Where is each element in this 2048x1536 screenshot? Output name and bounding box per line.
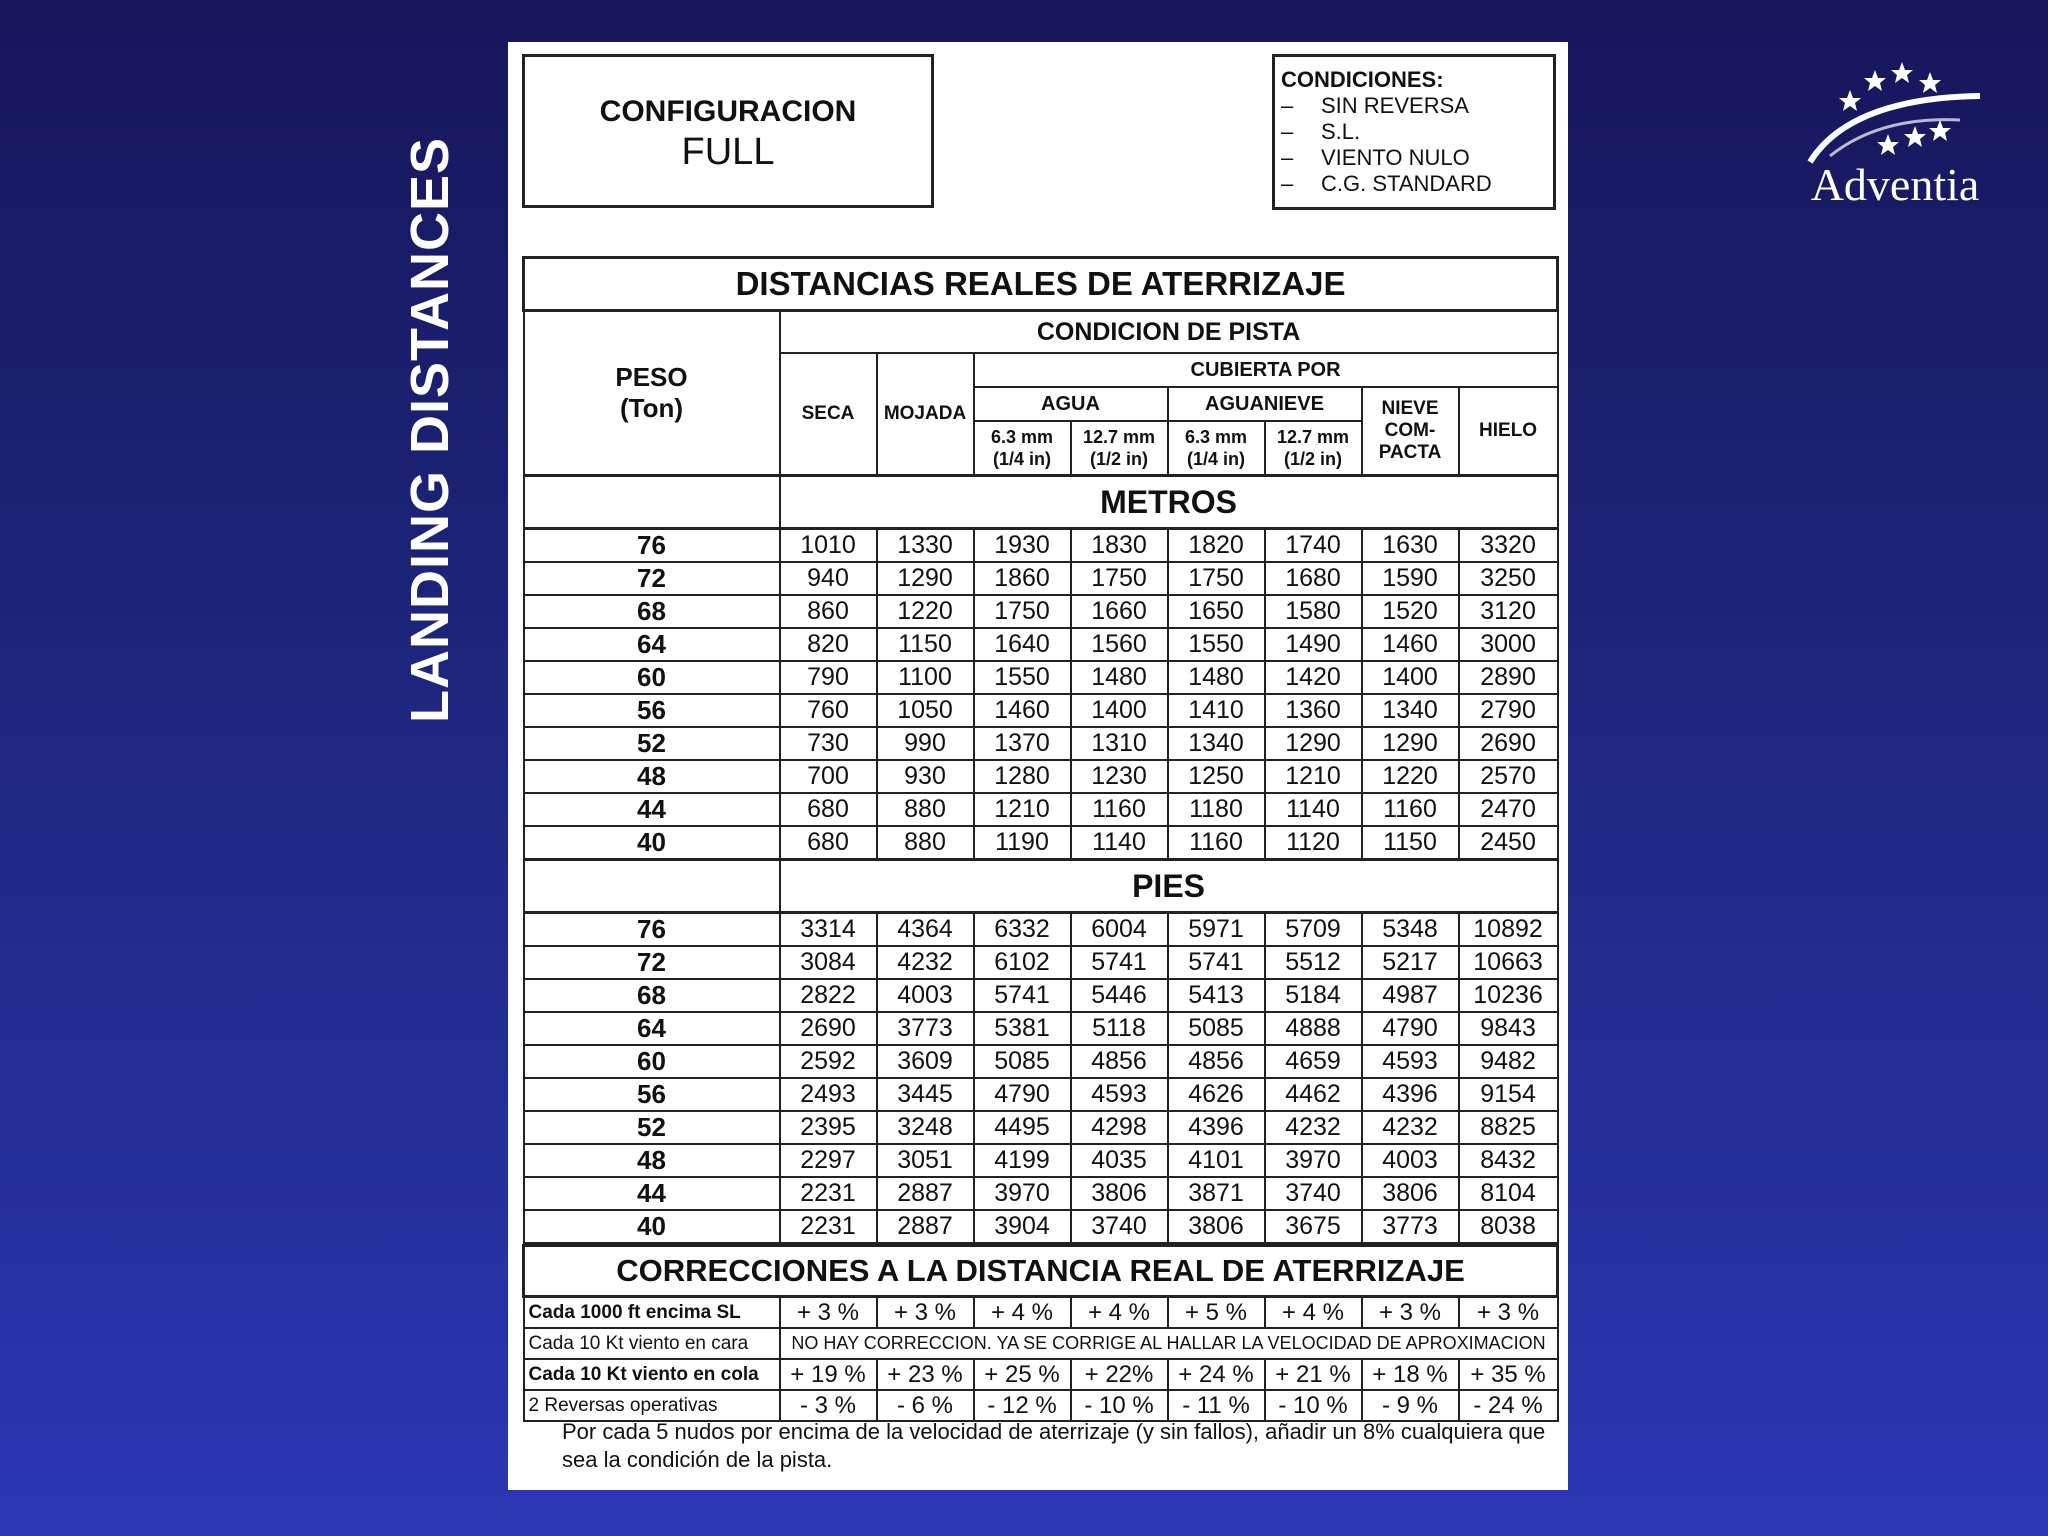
correction-label: Cada 1000 ft encima SL — [524, 1297, 780, 1329]
distance-cell: 1190 — [974, 826, 1071, 860]
correction-value: - 11 % — [1168, 1390, 1265, 1421]
weight-cell: 56 — [524, 694, 780, 727]
weight-cell: 52 — [524, 1111, 780, 1144]
distance-cell: 5381 — [974, 1012, 1071, 1045]
unit-spacer — [524, 860, 780, 913]
distance-cell: 3970 — [974, 1177, 1071, 1210]
distance-cell: 4659 — [1265, 1045, 1362, 1078]
distance-cell: 1750 — [1071, 562, 1168, 595]
logo-text: Adventia — [1810, 159, 1980, 210]
correction-value: + 19 % — [780, 1359, 877, 1390]
distance-cell: 1550 — [974, 661, 1071, 694]
distance-cell: 1520 — [1362, 595, 1459, 628]
distance-cell: 2450 — [1459, 826, 1558, 860]
correction-value: + 4 % — [974, 1297, 1071, 1329]
distance-cell: 1550 — [1168, 628, 1265, 661]
distance-cell: 1750 — [974, 595, 1071, 628]
distance-cell: 1400 — [1362, 661, 1459, 694]
distance-cell: 1310 — [1071, 727, 1168, 760]
weight-cell: 76 — [524, 529, 780, 563]
distance-cell: 4593 — [1071, 1078, 1168, 1111]
weight-cell: 68 — [524, 979, 780, 1012]
correction-value: - 12 % — [974, 1390, 1071, 1421]
correction-value: - 3 % — [780, 1390, 877, 1421]
distance-cell: 4790 — [1362, 1012, 1459, 1045]
distance-cell: 4003 — [1362, 1144, 1459, 1177]
distance-cell: 1460 — [974, 694, 1071, 727]
covered-by-header: CUBIERTA POR — [974, 353, 1558, 387]
correction-value: + 21 % — [1265, 1359, 1362, 1390]
distance-cell: 2690 — [780, 1012, 877, 1045]
distance-cell: 5446 — [1071, 979, 1168, 1012]
distance-cell: 1660 — [1071, 595, 1168, 628]
distance-cell: 8825 — [1459, 1111, 1558, 1144]
table-row — [524, 661, 1558, 694]
distance-cell: 4298 — [1071, 1111, 1168, 1144]
distance-cell: 4593 — [1362, 1045, 1459, 1078]
distance-cell: 5971 — [1168, 913, 1265, 947]
correction-value: + 3 % — [1362, 1297, 1459, 1329]
distance-cell: 790 — [780, 661, 877, 694]
distance-cell: 1210 — [1265, 760, 1362, 793]
distance-cell: 2890 — [1459, 661, 1558, 694]
distance-cell: 730 — [780, 727, 877, 760]
distance-cell: 3120 — [1459, 595, 1558, 628]
distance-cell: 990 — [877, 727, 974, 760]
correction-value: - 9 % — [1362, 1390, 1459, 1421]
correction-value: + 5 % — [1168, 1297, 1265, 1329]
distance-cell: 3051 — [877, 1144, 974, 1177]
distance-cell: 1820 — [1168, 529, 1265, 563]
correction-row — [524, 1390, 1558, 1421]
distance-cell: 1680 — [1265, 562, 1362, 595]
correction-label: 2 Reversas operativas — [524, 1390, 780, 1421]
distance-cell: 6332 — [974, 913, 1071, 947]
distance-cell: 1010 — [780, 529, 877, 563]
distance-cell: 1150 — [1362, 826, 1459, 860]
correction-value: + 3 % — [877, 1297, 974, 1329]
table-row — [524, 760, 1558, 793]
distance-cell: 2231 — [780, 1177, 877, 1210]
distance-cell: 3248 — [877, 1111, 974, 1144]
distance-cell: 1150 — [877, 628, 974, 661]
distance-cell: 9154 — [1459, 1078, 1558, 1111]
table-row — [524, 913, 1558, 947]
distance-cell: 1290 — [1265, 727, 1362, 760]
distance-cell: 1480 — [1168, 661, 1265, 694]
configuration-value: FULL — [681, 131, 775, 173]
table-title: DISTANCIAS REALES DE ATERRIZAJE — [524, 258, 1558, 311]
corrections-table — [522, 1244, 1559, 1422]
distance-cell: 1480 — [1071, 661, 1168, 694]
depth-header: 6.3 mm (1/4 in) — [1168, 421, 1265, 476]
correction-value: + 25 % — [974, 1359, 1071, 1390]
distance-cell: 5741 — [1168, 946, 1265, 979]
distance-cell: 3773 — [1362, 1210, 1459, 1243]
distance-cell: 760 — [780, 694, 877, 727]
weight-cell: 40 — [524, 826, 780, 860]
condition-item: – S.L. — [1281, 119, 1361, 144]
correction-value: + 24 % — [1168, 1359, 1265, 1390]
distance-cell: 4856 — [1168, 1045, 1265, 1078]
distance-cell: 1160 — [1362, 793, 1459, 826]
distance-cell: 10663 — [1459, 946, 1558, 979]
distance-cell: 3871 — [1168, 1177, 1265, 1210]
distance-cell: 5512 — [1265, 946, 1362, 979]
distance-cell: 1410 — [1168, 694, 1265, 727]
distance-cell: 1630 — [1362, 529, 1459, 563]
distance-cell: 2592 — [780, 1045, 877, 1078]
footnote: Por cada 5 nudos por encima de la velocidad de aterrizaje (y sin fallos), añadir un 8% cualquiera que sea la condición de la pista. — [562, 1419, 1546, 1472]
distance-cell: 1290 — [877, 562, 974, 595]
col-agua: AGUA — [974, 387, 1168, 421]
correction-value: + 3 % — [1459, 1297, 1558, 1329]
distance-cell: 2297 — [780, 1144, 877, 1177]
distance-cell: 1650 — [1168, 595, 1265, 628]
distance-cell: 1180 — [1168, 793, 1265, 826]
distance-cell: 10236 — [1459, 979, 1558, 1012]
distance-cell: 1210 — [974, 793, 1071, 826]
weight-cell: 40 — [524, 1210, 780, 1243]
distance-cell: 3445 — [877, 1078, 974, 1111]
distance-cell: 1560 — [1071, 628, 1168, 661]
correction-note: NO HAY CORRECCION. YA SE CORRIGE AL HALLAR LA VELOCIDAD DE APROXIMACION — [780, 1328, 1558, 1359]
correction-value: - 10 % — [1071, 1390, 1168, 1421]
distance-cell: 2570 — [1459, 760, 1558, 793]
metros-header: METROS — [780, 476, 1558, 529]
distance-cell: 860 — [780, 595, 877, 628]
pies-header: PIES — [780, 860, 1558, 913]
distance-cell: 1750 — [1168, 562, 1265, 595]
distance-cell: 5085 — [974, 1045, 1071, 1078]
col-hielo: HIELO — [1459, 387, 1558, 476]
distance-cell: 2470 — [1459, 793, 1558, 826]
distance-cell: 2231 — [780, 1210, 877, 1243]
table-row — [524, 793, 1558, 826]
distance-cell: 2493 — [780, 1078, 877, 1111]
weight-cell: 52 — [524, 727, 780, 760]
distance-cell: 4003 — [877, 979, 974, 1012]
correction-value: - 10 % — [1265, 1390, 1362, 1421]
distance-cell: 1580 — [1265, 595, 1362, 628]
distance-cell: 4462 — [1265, 1078, 1362, 1111]
runway-condition-header: CONDICION DE PISTA — [780, 311, 1558, 354]
distance-cell: 1340 — [1168, 727, 1265, 760]
distance-cell: 4396 — [1168, 1111, 1265, 1144]
distance-cell: 8104 — [1459, 1177, 1558, 1210]
table-row — [524, 562, 1558, 595]
distance-cell: 1830 — [1071, 529, 1168, 563]
distance-cell: 1280 — [974, 760, 1071, 793]
distance-cell: 3740 — [1071, 1210, 1168, 1243]
col-nieve-compacta: NIEVE COM- PACTA — [1362, 387, 1459, 476]
distance-cell: 1140 — [1071, 826, 1168, 860]
correction-value: + 4 % — [1265, 1297, 1362, 1329]
configuration-box — [522, 54, 934, 208]
table-row — [524, 1144, 1558, 1177]
weight-cell: 64 — [524, 1012, 780, 1045]
distance-cell: 4199 — [974, 1144, 1071, 1177]
landing-distance-table — [522, 256, 1559, 1244]
distance-cell: 3084 — [780, 946, 877, 979]
adventia-logo — [1790, 58, 2000, 208]
table-row — [524, 1078, 1558, 1111]
distance-cell: 1220 — [877, 595, 974, 628]
distance-cell: 5348 — [1362, 913, 1459, 947]
weight-cell: 72 — [524, 946, 780, 979]
distance-cell: 3675 — [1265, 1210, 1362, 1243]
distance-cell: 4232 — [877, 946, 974, 979]
distance-cell: 1250 — [1168, 760, 1265, 793]
distance-cell: 1360 — [1265, 694, 1362, 727]
distance-cell: 4856 — [1071, 1045, 1168, 1078]
table-row — [524, 1045, 1558, 1078]
weight-cell: 68 — [524, 595, 780, 628]
table-row — [524, 727, 1558, 760]
distance-cell: 6004 — [1071, 913, 1168, 947]
conditions-box — [1272, 54, 1556, 210]
distance-cell: 3806 — [1168, 1210, 1265, 1243]
distance-cell: 5741 — [1071, 946, 1168, 979]
distance-cell: 8432 — [1459, 1144, 1558, 1177]
weight-cell: 76 — [524, 913, 780, 947]
distance-cell: 1160 — [1071, 793, 1168, 826]
table-row — [524, 826, 1558, 860]
distance-cell: 930 — [877, 760, 974, 793]
table-row — [524, 1012, 1558, 1045]
conditions-title: CONDICIONES: — [1281, 67, 1444, 92]
distance-cell: 5118 — [1071, 1012, 1168, 1045]
distance-cell: 4396 — [1362, 1078, 1459, 1111]
distance-cell: 4626 — [1168, 1078, 1265, 1111]
distance-cell: 5085 — [1168, 1012, 1265, 1045]
distance-cell: 1740 — [1265, 529, 1362, 563]
table-row — [524, 979, 1558, 1012]
weight-cell: 60 — [524, 661, 780, 694]
distance-cell: 5709 — [1265, 913, 1362, 947]
distance-cell: 1370 — [974, 727, 1071, 760]
distance-cell: 1860 — [974, 562, 1071, 595]
table-row — [524, 1177, 1558, 1210]
distance-cell: 1490 — [1265, 628, 1362, 661]
correction-value: + 3 % — [780, 1297, 877, 1329]
depth-header: 12.7 mm (1/2 in) — [1071, 421, 1168, 476]
condition-item: – SIN REVERSA — [1281, 93, 1469, 118]
distance-cell: 5741 — [974, 979, 1071, 1012]
distance-cell: 4364 — [877, 913, 974, 947]
distance-cell: 4101 — [1168, 1144, 1265, 1177]
distance-cell: 3806 — [1071, 1177, 1168, 1210]
landing-distance-sheet — [508, 42, 1568, 1490]
distance-cell: 2690 — [1459, 727, 1558, 760]
distance-cell: 3773 — [877, 1012, 974, 1045]
distance-cell: 6102 — [974, 946, 1071, 979]
page-title: LANDING DISTANCES — [400, 136, 460, 724]
correction-value: + 22% — [1071, 1359, 1168, 1390]
correction-value: + 4 % — [1071, 1297, 1168, 1329]
weight-cell: 56 — [524, 1078, 780, 1111]
correction-value: + 23 % — [877, 1359, 974, 1390]
distance-cell: 4232 — [1265, 1111, 1362, 1144]
correction-row — [524, 1297, 1558, 1329]
distance-cell: 8038 — [1459, 1210, 1558, 1243]
distance-cell: 3740 — [1265, 1177, 1362, 1210]
distance-cell: 5413 — [1168, 979, 1265, 1012]
distance-cell: 1100 — [877, 661, 974, 694]
col-mojada: MOJADA — [877, 353, 974, 476]
distance-cell: 1460 — [1362, 628, 1459, 661]
table-row — [524, 628, 1558, 661]
depth-header: 6.3 mm (1/4 in) — [974, 421, 1071, 476]
distance-cell: 3904 — [974, 1210, 1071, 1243]
distance-cell: 2887 — [877, 1210, 974, 1243]
condition-item: – C.G. STANDARD — [1281, 171, 1492, 196]
correction-value: - 6 % — [877, 1390, 974, 1421]
correction-row — [524, 1359, 1558, 1390]
configuration-label: CONFIGURACION — [599, 95, 857, 128]
distance-cell: 1230 — [1071, 760, 1168, 793]
distance-cell: 820 — [780, 628, 877, 661]
distance-cell: 3000 — [1459, 628, 1558, 661]
correction-label: Cada 10 Kt viento en cola — [524, 1359, 780, 1390]
weight-cell: 72 — [524, 562, 780, 595]
weight-cell: 48 — [524, 760, 780, 793]
distance-cell: 1590 — [1362, 562, 1459, 595]
correction-value: + 35 % — [1459, 1359, 1558, 1390]
distance-cell: 940 — [780, 562, 877, 595]
distance-cell: 3806 — [1362, 1177, 1459, 1210]
distance-cell: 2822 — [780, 979, 877, 1012]
distance-cell: 1340 — [1362, 694, 1459, 727]
correction-value: - 24 % — [1459, 1390, 1558, 1421]
distance-cell: 1220 — [1362, 760, 1459, 793]
distance-cell: 700 — [780, 760, 877, 793]
distance-cell: 1640 — [974, 628, 1071, 661]
table-row — [524, 694, 1558, 727]
col-seca: SECA — [780, 353, 877, 476]
distance-cell: 3609 — [877, 1045, 974, 1078]
distance-cell: 1930 — [974, 529, 1071, 563]
col-aguanieve: AGUANIEVE — [1168, 387, 1362, 421]
weight-cell: 60 — [524, 1045, 780, 1078]
distance-cell: 880 — [877, 826, 974, 860]
distance-cell: 5184 — [1265, 979, 1362, 1012]
distance-cell: 1160 — [1168, 826, 1265, 860]
condition-item: – VIENTO NULO — [1281, 145, 1470, 170]
unit-spacer — [524, 476, 780, 529]
distance-cell: 4888 — [1265, 1012, 1362, 1045]
distance-cell: 9482 — [1459, 1045, 1558, 1078]
distance-cell: 1050 — [877, 694, 974, 727]
correction-value: + 18 % — [1362, 1359, 1459, 1390]
table-row — [524, 1111, 1558, 1144]
table-row — [524, 529, 1558, 563]
weight-cell: 44 — [524, 1177, 780, 1210]
weight-cell: 48 — [524, 1144, 780, 1177]
distance-cell: 3970 — [1265, 1144, 1362, 1177]
distance-cell: 1120 — [1265, 826, 1362, 860]
weight-cell: 64 — [524, 628, 780, 661]
distance-cell: 1140 — [1265, 793, 1362, 826]
distance-cell: 4232 — [1362, 1111, 1459, 1144]
distance-cell: 680 — [780, 826, 877, 860]
distance-cell: 2887 — [877, 1177, 974, 1210]
correction-label: Cada 10 Kt viento en cara — [524, 1328, 780, 1359]
table-row — [524, 1210, 1558, 1243]
distance-cell: 5217 — [1362, 946, 1459, 979]
weight-cell: 44 — [524, 793, 780, 826]
distance-cell: 9843 — [1459, 1012, 1558, 1045]
distance-cell: 2790 — [1459, 694, 1558, 727]
distance-cell: 1330 — [877, 529, 974, 563]
distance-cell: 4495 — [974, 1111, 1071, 1144]
distance-cell: 4035 — [1071, 1144, 1168, 1177]
correction-row — [524, 1328, 1558, 1359]
distance-cell: 4790 — [974, 1078, 1071, 1111]
corrections-title: CORRECCIONES A LA DISTANCIA REAL DE ATERRIZAJE — [524, 1246, 1558, 1297]
distance-cell: 1420 — [1265, 661, 1362, 694]
distance-cell: 3250 — [1459, 562, 1558, 595]
distance-cell: 10892 — [1459, 913, 1558, 947]
depth-header: 12.7 mm (1/2 in) — [1265, 421, 1362, 476]
distance-cell: 1400 — [1071, 694, 1168, 727]
distance-cell: 2395 — [780, 1111, 877, 1144]
distance-cell: 3320 — [1459, 529, 1558, 563]
distance-cell: 880 — [877, 793, 974, 826]
distance-cell: 680 — [780, 793, 877, 826]
distance-cell: 4987 — [1362, 979, 1459, 1012]
distance-cell: 3314 — [780, 913, 877, 947]
table-row — [524, 946, 1558, 979]
distance-cell: 1290 — [1362, 727, 1459, 760]
table-row — [524, 595, 1558, 628]
stars-swoosh-icon — [1790, 58, 2000, 168]
weight-header: PESO (Ton) — [524, 311, 780, 476]
